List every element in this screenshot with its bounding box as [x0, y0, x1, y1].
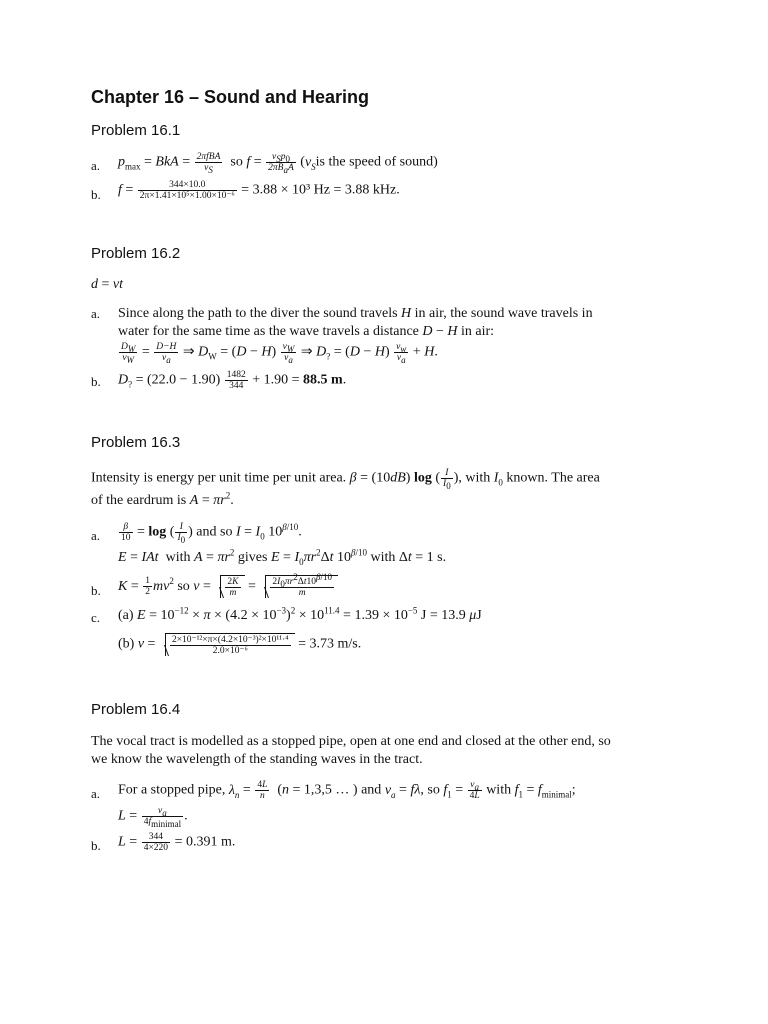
- chapter-title: Chapter 16 – Sound and Hearing: [91, 87, 370, 107]
- problem-16-2-a-line2: water for the same time as the wave travels a distance D − H in air:: [118, 324, 495, 339]
- problem-16-2-a-line1: Since along the path to the diver the sound travels H in air, the sound wave travels in: [118, 306, 593, 321]
- problem-16-3-a-line1: $\frac{\beta}{10}$ = log ( $\frac{I}{I_0}$ ) and so $I = I_0$ $10^{\beta/10}$.: [121, 522, 302, 545]
- problem-16-4-title: Problem 16.4: [91, 701, 181, 718]
- frac-denominator: 4×220: [143, 843, 169, 853]
- problem-16-4-a-line2: L = $\frac{v_a}{4f_{minimal}}$ .: [118, 806, 188, 829]
- problem-16-1-a-label: a.: [91, 158, 101, 173]
- frac-denominator: 2.0×10⁻⁶: [212, 646, 248, 656]
- problem-16-1-b-label: b.: [91, 187, 101, 202]
- result: = 3.73 m/s.: [298, 636, 362, 652]
- frac-denominator: 344: [229, 381, 244, 391]
- problem-16-3-title: Problem 16.3: [91, 434, 181, 451]
- problem-16-1-title: Problem 16.1: [91, 122, 181, 139]
- frac-numerator: 2×10⁻¹²×π×(4.2×10⁻³)²×10¹¹·⁴: [171, 635, 289, 645]
- problem-16-3-b-equation: K = $\frac{1}{2}$ $mv^2$ so v = $\frac{2K}{m}$ = $\frac{2I_0\pi r^2\Delta t10^{\beta/10}}{m}$: [118, 575, 338, 598]
- problem-16-1-b-equation: f = $\frac{344\times 10.0}{\text{2π×1.41×10⁵×1.00×10⁻⁶}}$ = 3.88 × 10³ Hz = 3.88 kHz.: [118, 180, 400, 201]
- problem-16-2-a-label: a.: [91, 306, 101, 321]
- problem-16-4-intro2: we know the wavelength of the standing waves in the tract.: [91, 752, 423, 767]
- problem-16-2-title: Problem 16.2: [91, 245, 181, 262]
- problem-16-4-a-line1: For a stopped pipe, $\lambda_n$ = $\frac{4L}{n}$ (n = 1,3,5 … ) and $v_a = f\lambda$, so $f_1$ = $\frac{v_a}{4L}$ with $f_1 = f_{minimal}$;: [118, 780, 576, 801]
- frac-denominator: 2π×1.41×10⁵×1.00×10⁻⁶: [139, 191, 235, 201]
- problem-16-4-b-label: b.: [91, 838, 101, 853]
- problem-16-4-a-label: a.: [91, 786, 101, 801]
- problem-16-2-intro: d = vt: [91, 277, 124, 292]
- problem-16-2-b-label: b.: [91, 374, 101, 389]
- problem-16-2-a-line3: $\frac{D_W}{v_W}$ = $\frac{D-H}{v_a}$ ⇒ $D_W = (D - H)$ $\frac{v_W}{v_a}$ ⇒ $D_? = (D - H)$ $\frac{v_w}{v_a}$ + H.: [121, 342, 438, 365]
- problem-16-3-c-line1: (a) $E = 10^{-12} \times \pi \times (4.2 \times 10^{-3})^2 \times 10^{11.4} = 1.39 \times 10^{-5}$ J = 13.9 μJ: [118, 605, 482, 623]
- problem-16-3-a-line2: E = IAt with $A = \pi r^2$ gives $E = I_0\pi r^2\Delta t$ $10^{\beta/10}$ with Δt = 1 s.: [118, 547, 447, 567]
- result: = 0.391 m.: [174, 834, 236, 850]
- problem-16-4-b-equation: L = $\frac{344}{4\times 220}$ = 0.391 m.: [118, 832, 236, 853]
- problem-16-3-c-line2: (b) v = $\frac{\text{2×10⁻¹²×π×(4.2×10⁻³)²×10¹¹·⁴}}{\text{2.0×10⁻⁶}}$ = 3.73 m/s.: [118, 635, 362, 656]
- problem-16-3-b-label: b.: [91, 583, 101, 598]
- problem-16-4-intro1: The vocal tract is modelled as a stopped pipe, open at one end and closed at the other end, so: [91, 734, 611, 749]
- problem-16-3-c-label: c.: [91, 610, 101, 625]
- frac-numerator: 344: [142, 832, 170, 843]
- problem-16-3-a-label: a.: [91, 528, 101, 543]
- frac-numerator: 344×10.0: [138, 180, 237, 191]
- problem-16-3-intro2: of the eardrum is $A = \pi r^2$.: [91, 490, 234, 508]
- problem-16-2-b-equation: $D_? = (22.0 - 1.90)$ $\frac{1482}{344}$ + 1.90 = 88.5 m.: [118, 370, 347, 391]
- frac-numerator: 1482: [226, 370, 246, 380]
- problem-16-3-intro1: Intensity is energy per unit time per unit area. β = (10dB) log ( $\frac{I}{I_0}$ ), with $I_0$ known. The area: [91, 468, 600, 491]
- result: = 3.88 × 10³ Hz = 3.88 kHz.: [241, 182, 400, 198]
- problem-16-1-a-equation: $p_{max}$ = BkA = $\frac{\text{2πfBA}}{v_S}$ so f = $\frac{v_Sp_0}{2\pi B_aA}$ ($v_Sis$ the speed of sound): [118, 152, 438, 175]
